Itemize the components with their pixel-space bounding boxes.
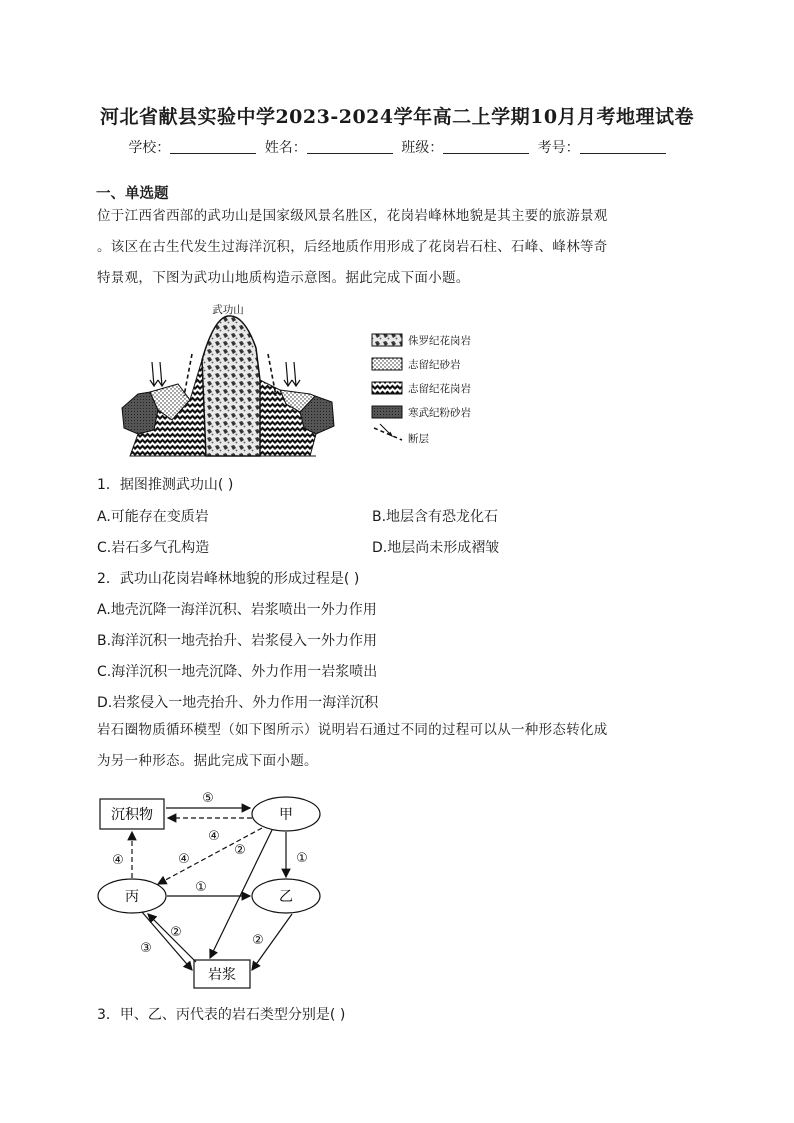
legend bbox=[372, 334, 471, 445]
passage-2 bbox=[97, 715, 699, 777]
question-2-stem: 2．武功山花岗岩峰林地貌的形成过程是( ) bbox=[97, 571, 360, 587]
legend-swatch-jurassic-granite bbox=[372, 334, 402, 346]
label-4-diagonal: ④ bbox=[178, 852, 190, 867]
geology-figure bbox=[110, 300, 510, 460]
passage-1-line: 特景观，下图为武功山地质构造示意图。据此完成下面小题。 bbox=[97, 270, 470, 286]
school-field[interactable]: 学校： bbox=[128, 137, 256, 157]
label-4-dashed: ④ bbox=[208, 829, 220, 844]
passage-1-line: 。该区在古生代发生过海洋沉积，后经地质作用形成了花岗岩石柱、石峰、峰林等奇 bbox=[97, 239, 608, 255]
legend-label: 寒武纪粉砂岩 bbox=[408, 407, 471, 419]
question-1-stem: 1．据图推测武功山( ) bbox=[97, 477, 234, 493]
jurassic-granite-peak bbox=[202, 316, 260, 456]
passage-2-line: 岩石圈物质循环模型（如下图所示）说明岩石通过不同的过程可以从一种形态转化成 bbox=[97, 722, 608, 738]
class-field[interactable]: 班级： bbox=[401, 137, 529, 157]
option-1d[interactable]: D.地层尚未形成褶皱 bbox=[372, 540, 500, 556]
question-3-stem: 3．甲、乙、丙代表的岩石类型分别是( ) bbox=[97, 1007, 346, 1023]
label-2-yi-magma: ② bbox=[252, 933, 264, 948]
option-2c[interactable]: C.海洋沉积一地壳沉降、外力作用一岩浆喷出 bbox=[97, 664, 378, 680]
mountain-label: 武功山 bbox=[212, 304, 244, 316]
label-1-bing-yi: ① bbox=[195, 880, 207, 895]
passage-2-line: 为另一种形态。据此完成下面小题。 bbox=[97, 753, 318, 769]
legend-label: 侏罗纪花岗岩 bbox=[408, 335, 471, 347]
label-2-jia-magma: ② bbox=[234, 843, 246, 858]
option-1c[interactable]: C.岩石多气孔构造 bbox=[97, 540, 210, 556]
student-info-line bbox=[0, 137, 794, 157]
passage-1 bbox=[97, 201, 699, 294]
name-field[interactable]: 姓名： bbox=[265, 137, 393, 157]
label-1-jia-yi: ① bbox=[296, 851, 308, 866]
option-1a[interactable]: A.可能存在变质岩 bbox=[97, 509, 209, 525]
node-jia-label: 甲 bbox=[279, 807, 293, 823]
legend-label: 志留纪花岗岩 bbox=[408, 383, 471, 395]
legend-swatch-silurian-sandstone bbox=[372, 358, 402, 370]
passage-1-line: 位于江西省西部的武功山是国家级风景名胜区，花岗岩峰林地貌是其主要的旅游景观 bbox=[97, 208, 608, 224]
exam-title: 河北省献县实验中学2023-2024学年高二上学期10月月考地理试卷 bbox=[99, 106, 695, 128]
option-2d[interactable]: D.岩浆侵入一地壳抬升、外力作用一海洋沉积 bbox=[97, 695, 379, 711]
node-bing-label: 丙 bbox=[125, 889, 139, 905]
exam-number-field[interactable]: 考号： bbox=[538, 137, 666, 157]
node-sediment-label: 沉积物 bbox=[111, 807, 153, 823]
legend-swatch-cambrian-siltstone bbox=[372, 406, 402, 418]
rock-cycle-figure bbox=[96, 784, 336, 994]
legend-label: 断层 bbox=[408, 433, 429, 445]
label-4-left: ④ bbox=[112, 853, 124, 868]
section-heading: 一、单选题 bbox=[96, 186, 169, 202]
legend-swatch-silurian-granite bbox=[372, 382, 402, 394]
legend-label: 志留纪砂岩 bbox=[408, 359, 461, 371]
node-magma-label: 岩浆 bbox=[208, 967, 236, 983]
label-2-magma-bing: ② bbox=[170, 925, 182, 940]
node-yi-label: 乙 bbox=[279, 889, 293, 905]
label-3-magma-bing: ③ bbox=[140, 941, 152, 956]
option-1b[interactable]: B.地层含有恐龙化石 bbox=[372, 509, 499, 525]
fault-left bbox=[184, 354, 192, 396]
label-5-top: ⑤ bbox=[202, 791, 214, 806]
option-2a[interactable]: A.地壳沉降一海洋沉积、岩浆喷出一外力作用 bbox=[97, 602, 377, 618]
option-2b[interactable]: B.海洋沉积一地壳抬升、岩浆侵入一外力作用 bbox=[97, 633, 378, 649]
